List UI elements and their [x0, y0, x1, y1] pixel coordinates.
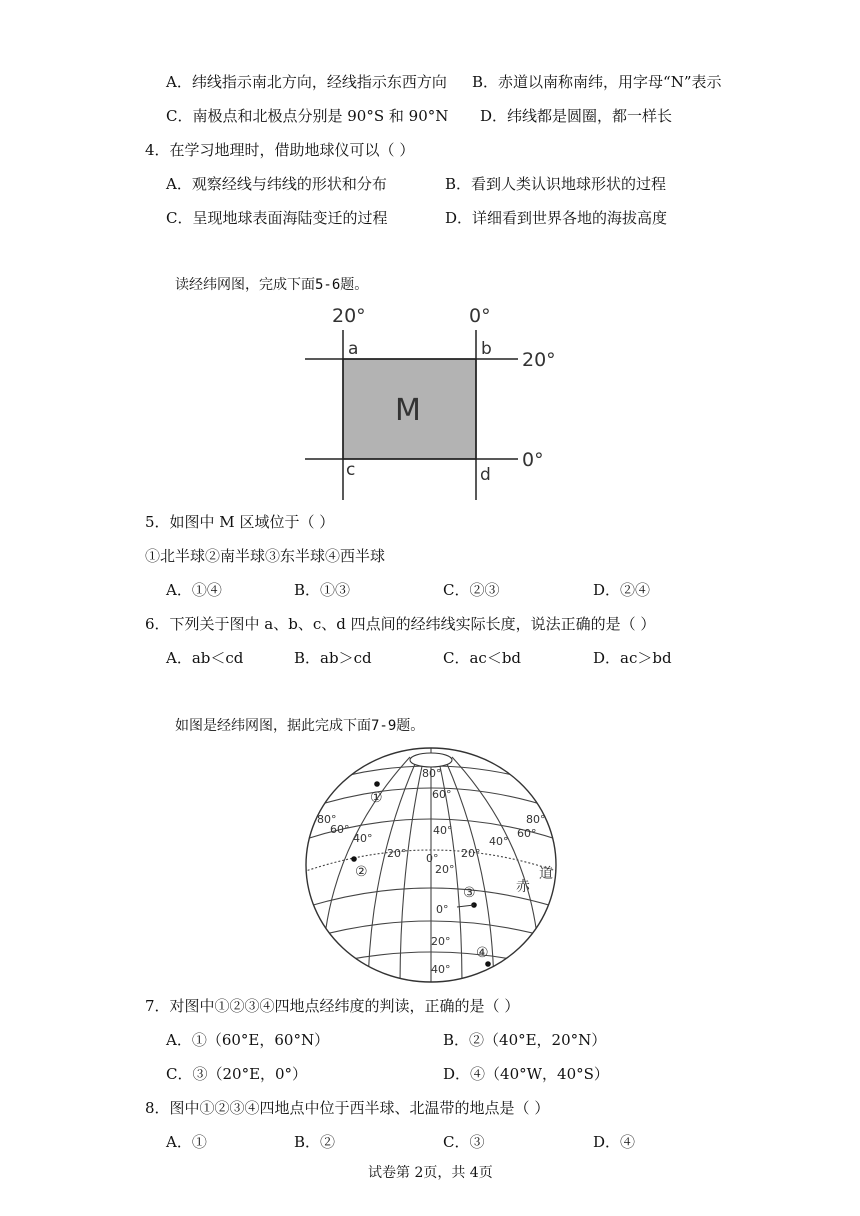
- page-footer: 试卷第 2页，共 4页: [368, 1165, 493, 1181]
- q6-option-d: D．ac＞bd: [593, 649, 672, 667]
- label-s40: 40°: [431, 963, 451, 976]
- q5-option-a: A．①④: [166, 581, 222, 599]
- q3-option-a: A．纬线指示南北方向，经线指示东西方向: [166, 73, 447, 91]
- label-c40: 40°: [433, 824, 453, 837]
- q5-sub: ①北半球②南半球③东半球④西半球: [145, 547, 386, 565]
- q7-stem: 7．对图中①②③④四地点经纬度的判读，正确的是（ ）: [145, 997, 520, 1015]
- q5-option-d: D．②④: [593, 581, 651, 599]
- q6-option-a: A．ab＜cd: [166, 649, 244, 667]
- label-eq0: 0°: [436, 903, 449, 916]
- q7-option-c: C．③（20°E，0°）: [166, 1065, 308, 1083]
- q7-option-d: D．④（40°W，40°S）: [443, 1065, 609, 1083]
- q4-option-c: C．呈现地球表面海陆变迁的过程: [166, 209, 388, 227]
- q4-option-a: A．观察经线与纬线的形状和分布: [166, 175, 387, 193]
- point-3-label: ③: [463, 885, 476, 901]
- q8-stem: 8．图中①②③④四地点中位于西半球、北温带的地点是（ ）: [145, 1099, 550, 1117]
- q3-option-c: C．南极点和北极点分别是 90°S 和 90°N: [166, 107, 449, 125]
- globe-figure: [300, 745, 562, 987]
- point-2-dot: [351, 856, 357, 862]
- label-l60: 60°: [330, 823, 350, 836]
- region-m-label: M: [395, 393, 421, 428]
- point-c: c: [346, 460, 356, 480]
- label-s20: 20°: [431, 935, 451, 948]
- north-pole-cap: [410, 753, 452, 767]
- label-eq20n: 20°: [435, 863, 455, 876]
- q4-option-d: D．详细看到世界各地的海拔高度: [445, 209, 668, 227]
- q6-option-c: C．ac＜bd: [443, 649, 522, 667]
- point-d: d: [480, 465, 491, 485]
- q4-option-b: B．看到人类认识地球形状的过程: [445, 175, 667, 193]
- label-l20: 20°: [387, 847, 407, 860]
- q5-option-c: C．②③: [443, 581, 500, 599]
- label-l80: 80°: [317, 813, 337, 826]
- label-n80: 80°: [422, 767, 442, 780]
- q6-option-b: B．ab＞cd: [294, 649, 372, 667]
- q7-option-b: B．②（40°E，20°N）: [443, 1031, 607, 1049]
- intro-5-6: 读经纬网图，完成下面5-6题。: [175, 277, 369, 293]
- label-right-top: 20°: [522, 349, 556, 371]
- label-top-left: 20°: [332, 305, 366, 327]
- equator-char-2: 道: [539, 866, 553, 882]
- label-r40: 40°: [489, 835, 509, 848]
- point-4-label: ④: [476, 945, 489, 961]
- q5-option-b: B．①③: [294, 581, 351, 599]
- equator-char-1: 赤: [516, 879, 530, 895]
- intro-7-9: 如图是经纬网图，据此完成下面7-9题。: [175, 718, 425, 734]
- q8-option-b: B．②: [294, 1133, 336, 1151]
- label-c20: 20°: [461, 847, 481, 860]
- point-1-dot: [374, 781, 380, 787]
- q5-stem: 5．如图中 M 区域位于（ ）: [145, 513, 335, 531]
- q3-option-b: B．赤道以南称南纬，用字母“N”表示: [472, 73, 722, 91]
- point-b: b: [481, 339, 492, 359]
- q3-option-d: D．纬线都是圆圈，都一样长: [480, 107, 673, 125]
- label-c0: 0°: [426, 852, 439, 865]
- label-top-right: 0°: [469, 305, 491, 327]
- point-2-label: ②: [355, 864, 368, 880]
- label-n60: 60°: [432, 788, 452, 801]
- point-a: a: [348, 339, 359, 359]
- point-1-label: ①: [370, 790, 383, 806]
- label-l40: 40°: [353, 832, 373, 845]
- q6-stem: 6．下列关于图中 a、b、c、d 四点间的经纬线实际长度，说法正确的是（ ）: [145, 615, 656, 633]
- q8-option-a: A．①: [166, 1133, 207, 1151]
- point-4-dot: [485, 961, 491, 967]
- q8-option-c: C．③: [443, 1133, 485, 1151]
- label-r60: 60°: [517, 827, 537, 840]
- label-r80: 80°: [526, 813, 546, 826]
- q7-option-a: A．①（60°E，60°N）: [166, 1031, 330, 1049]
- q8-option-d: D．④: [593, 1133, 636, 1151]
- q4-stem: 4．在学习地理时，借助地球仪可以（ ）: [145, 141, 415, 159]
- label-right-bottom: 0°: [522, 449, 544, 471]
- lat-lon-grid-figure: [300, 300, 560, 510]
